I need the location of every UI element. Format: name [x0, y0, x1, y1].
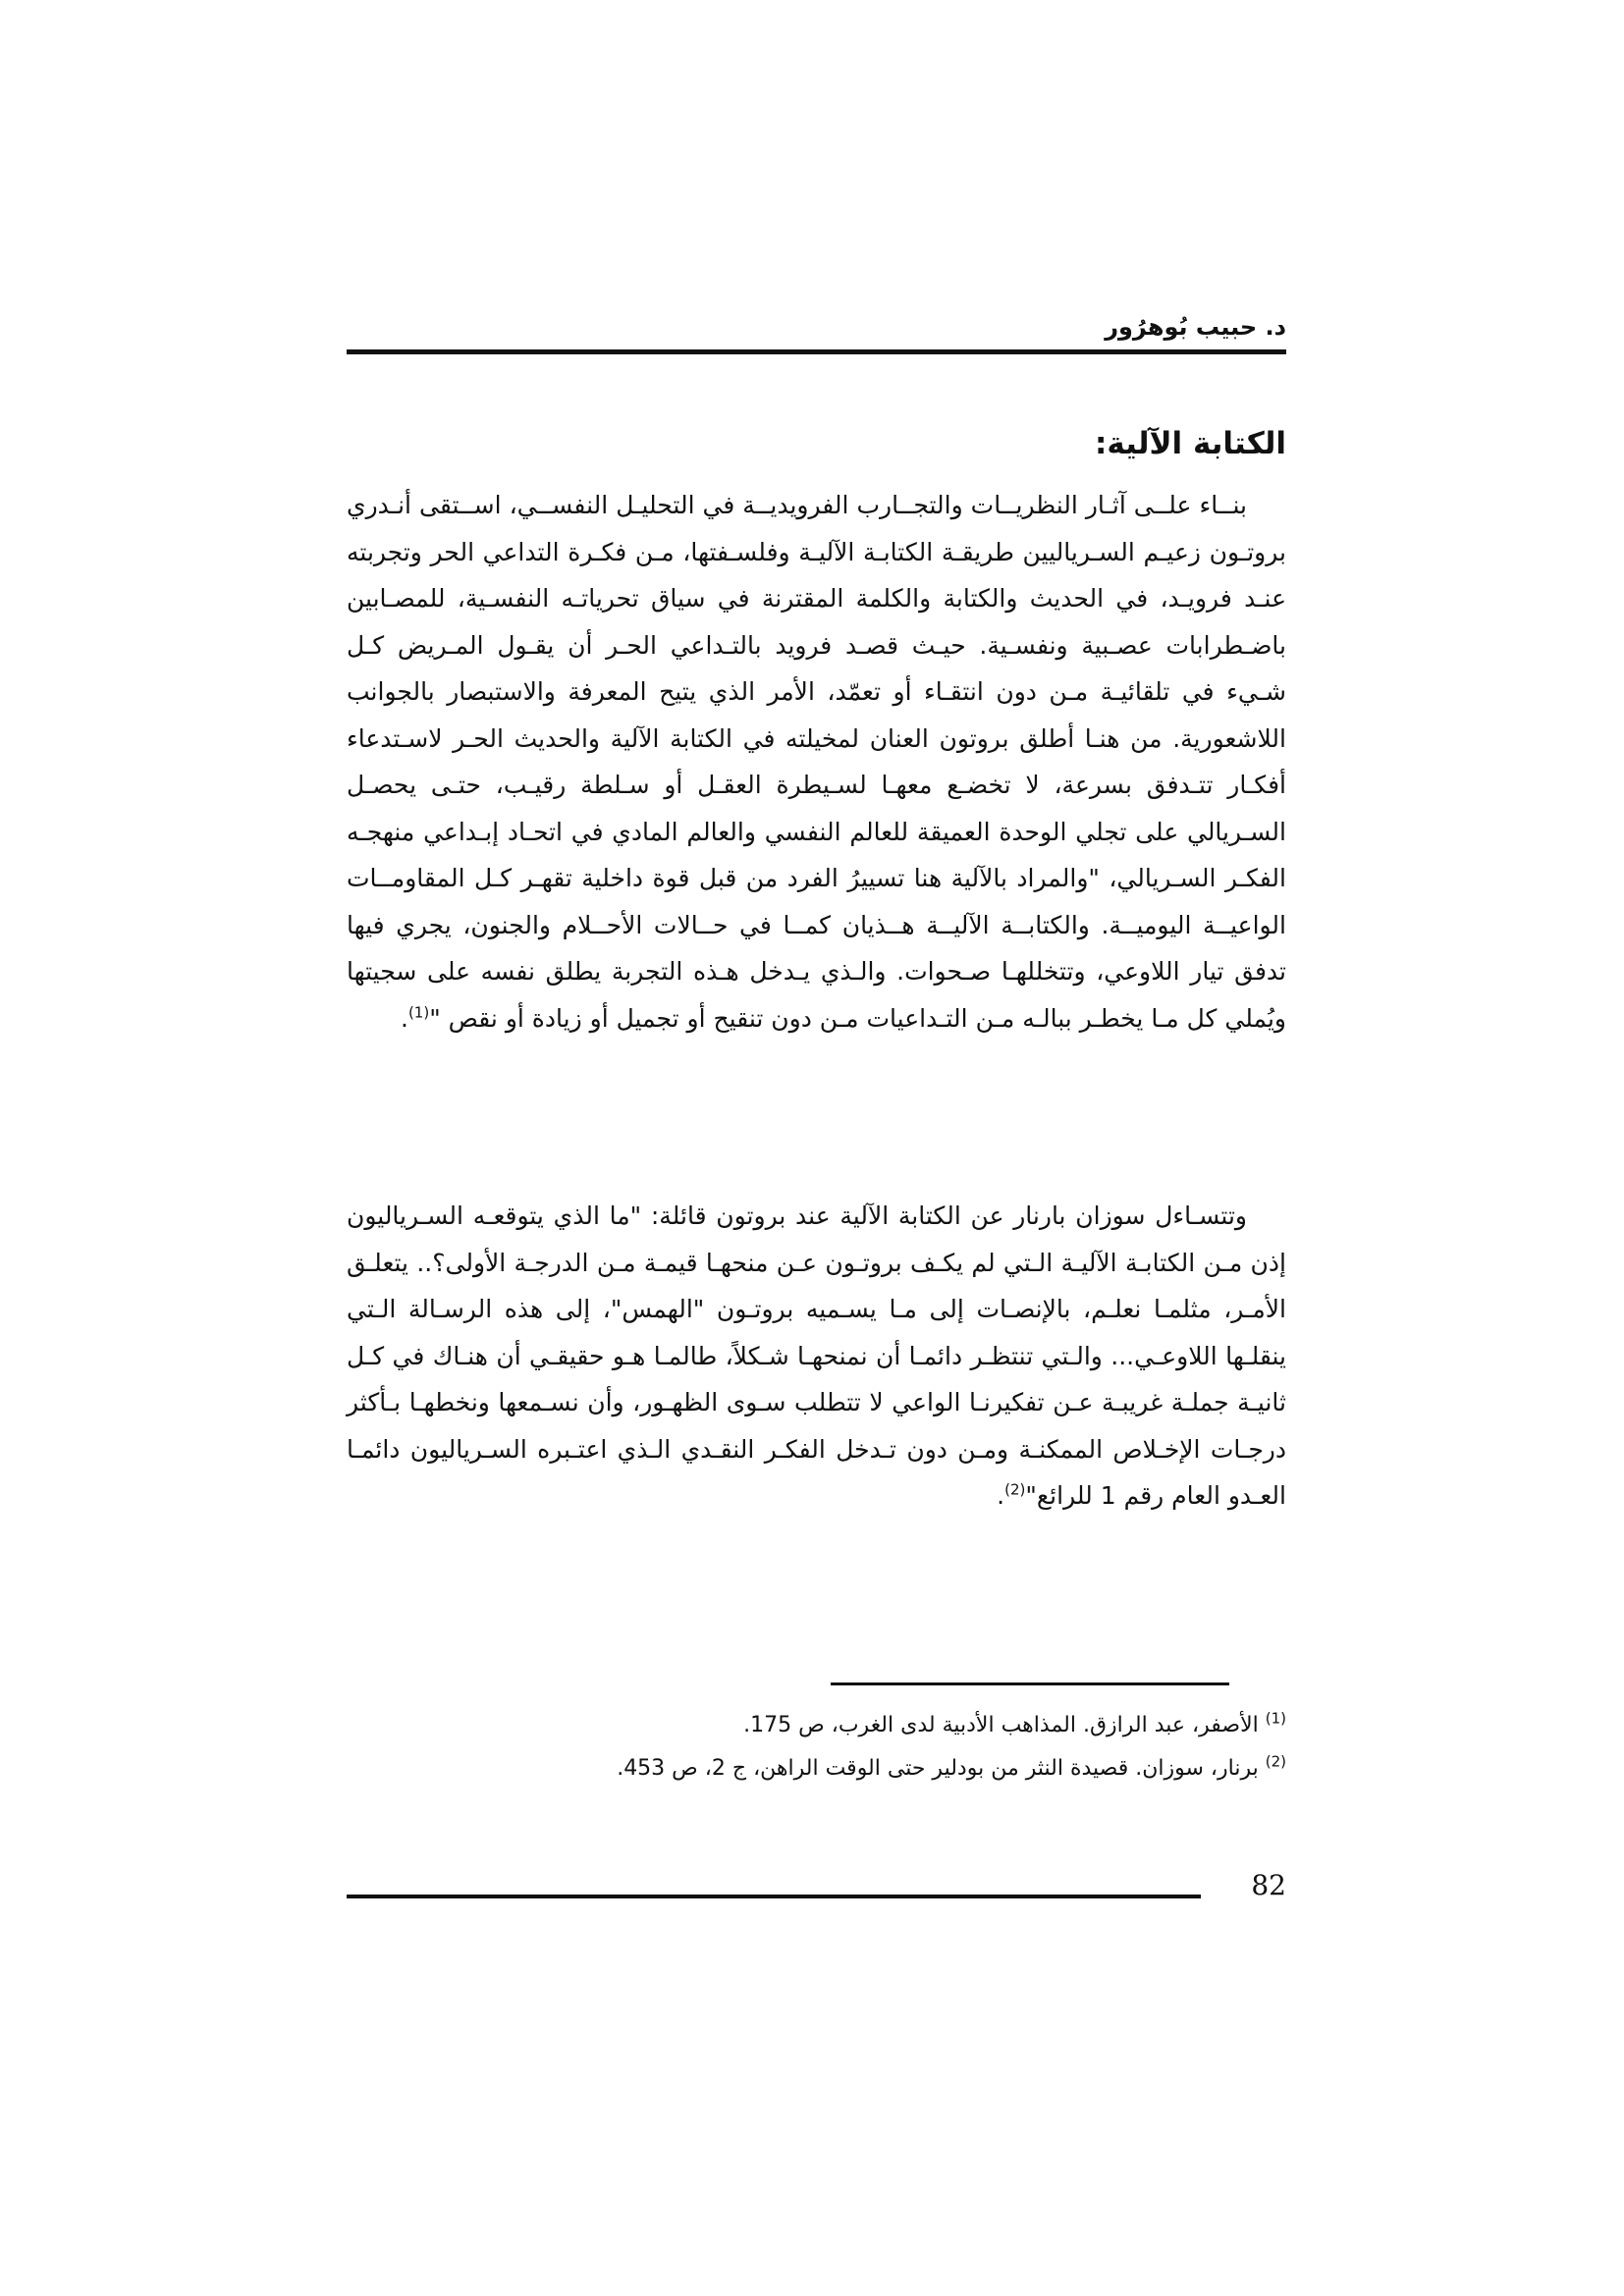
- footer-rule: [347, 1895, 1201, 1898]
- footnote-ref-1: (1): [407, 1003, 430, 1022]
- paragraph-2-text: وتتسـاءل سوزان بارنار عن الكتابة الآلية عند بروتون قائلة: "ما الذي يتوقعـه السـرياليون إذن مـن الكتابـة الآليـة الـتي لم يكـف بروتـون عـن منحهـا قيمـة مـن الدرجـة الأولى؟.. يتعلـق الأمـر، مثلمـا نعلـم، بالإنصـات إلى مـا يسـميه بروتـون "الهمس"، إلى هذه الرسـالة الـتي ينقلـها اللاوعـي... والـتي تنتظـر دائمـا أن نمنحهـا شـكلاً، طالمـا هـو حقيقـي أن هنـاك في كـل ثانيـة جملـة غريبـة عـن تفكيرنـا الواعي لا تتطلب سـوى الظهـور، وأن نسـمعها ونخطهـا بـأكثر درجـات الإخـلاص الممكنـة ومـن دون تـدخل الفكـر النقـدي الـذي اعتـبره السـرياليون دائمـا العـدو العام رقم 1 للرائع": [347, 1201, 1286, 1510]
- footnote-separator: [831, 1682, 1229, 1685]
- footnote-1-mark: (1): [1265, 1709, 1286, 1728]
- body-paragraph-1: بنــاء علــى آثـار النظريــات والتجــارب الفرويديــة في التحليـل النفســي، اســتقى أنـدري بروتـون زعيـم السـرياليين طريقـة الكتابـة الآليـة وفلسـفتها، مـن فكـرة التداعي الحر وتجربته عنـد فرويـد، في الحديث والكتابة والكلمة المقترنة في سياق تحرياتـه النفسـية، للمصـابين باضـطرابات عصـبية ونفسـية. حيـث قصـد فرويد بالتـداعي الحـر أن يقـول المـريض كـل شـيء في تلقائيـة مـن دون انتقـاء أو تعمّد، الأمر الذي يتيح المعرفة والاستبصار بالجوانب اللاشعورية. من هنـا أطلق بروتون العنان لمخيلته في الكتابة الآلية والحديث الحـر لاسـتدعاء أفكـار تتـدفق بسرعة، لا تخضـع معهـا لسـيطرة العقـل أو سـلطة رقيـب، حتـى يحصـل السـريالي على تجلي الوحدة العميقة للعالم النفسي والعالم المادي في اتحـاد إبـداعي منهجـه الفكـر السـريالي، "والمراد بالآلية هنا تسييرُ الفرد من قبل قوة داخلية تقهـر كـل المقاومــات الواعيــة اليوميــة. والكتابــة الآليــة هــذيان كمــا في حــالات الأحــلام والجنون، يجري فيها تدفق تيار اللاوعي، وتتخللهـا صـحوات. والـذي يـدخل هـذه التجربة يطلق نفسه على سجيتها ويُملي كل مـا يخطـر ببالـه مـن التـداعيات مـن دون تنقيح أو تجميل أو زيادة أو نقص "$^{(1)}$.: [347, 491, 1286, 1033]
- paragraph-1-text: بنــاء علــى آثـار النظريــات والتجــارب الفرويديــة في التحليـل النفســي، اســتقى أنـدري بروتـون زعيـم السـرياليين طريقـة الكتابـة الآليـة وفلسـفتها، مـن فكـرة التداعي الحر وتجربته عنـد فرويـد، في الحديث والكتابة والكلمة المقترنة في سياق تحرياتـه النفسـية، للمصـابين باضـطرابات عصـبية ونفسـية. حيـث قصـد فرويد بالتـداعي الحـر أن يقـول المـريض كـل شـيء في تلقائيـة مـن دون انتقـاء أو تعمّد، الأمر الذي يتيح المعرفة والاستبصار بالجوانب اللاشعورية. من هنـا أطلق بروتون العنان لمخيلته في الكتابة الآلية والحديث الحـر لاسـتدعاء أفكـار تتـدفق بسرعة، لا تخضـع معهـا لسـيطرة العقـل أو سـلطة رقيـب، حتـى يحصـل السـريالي على تجلي الوحدة العميقة للعالم النفسي والعالم المادي في اتحـاد إبـداعي منهجـه الفكـر السـريالي، "والمراد بالآلية هنا تسييرُ الفرد من قبل قوة داخلية تقهـر كـل المقاومــات الواعيــة اليوميــة. والكتابــة الآليــة هــذيان كمــا في حــالات الأحــلام والجنون، يجري فيها تدفق تيار اللاوعي، وتتخللهـا صـحوات. والـذي يـدخل هـذه التجربة يطلق نفسه على سجيتها ويُملي كل مـا يخطـر ببالـه مـن التـداعيات مـن دون تنقيح أو تجميل أو زيادة أو نقص ": [347, 491, 1286, 1033]
- footnote-2-mark: (2): [1265, 1752, 1286, 1771]
- footnote-1: [347, 1704, 1286, 1747]
- footnote-2-text: برنار، سوزان. قصيدة النثر من بودلير حتى الوقت الراهن، ج 2، ص 453.: [617, 1756, 1259, 1781]
- footnote-2: [347, 1747, 1286, 1790]
- section-title: الكتابة الآلية:: [1094, 426, 1286, 461]
- header-rule: [347, 349, 1286, 354]
- footnote-ref-2: (2): [1004, 1480, 1026, 1499]
- page-number: 82: [1251, 1869, 1286, 1901]
- footnotes: [347, 1704, 1286, 1790]
- running-head-author: د. حبيب بُوهرُور: [1105, 313, 1286, 341]
- body-paragraph-2: وتتسـاءل سوزان بارنار عن الكتابة الآلية عند بروتون قائلة: "ما الذي يتوقعـه السـرياليون إذن مـن الكتابـة الآليـة الـتي لم يكـف بروتـون عـن منحهـا قيمـة مـن الدرجـة الأولى؟.. يتعلـق الأمـر، مثلمـا نعلـم، بالإنصـات إلى مـا يسـميه بروتـون "الهمس"، إلى هذه الرسـالة الـتي ينقلـها اللاوعـي... والـتي تنتظـر دائمـا أن نمنحهـا شـكلاً، طالمـا هـو حقيقـي أن هنـاك في كـل ثانيـة جملـة غريبـة عـن تفكيرنـا الواعي لا تتطلب سـوى الظهـور، وأن نسـمعها ونخطهـا بـأكثر درجـات الإخـلاص الممكنـة ومـن دون تـدخل الفكـر النقـدي الـذي اعتـبره السـرياليون دائمـا العـدو العام رقم 1 للرائع"$^{(2)}$.: [347, 1201, 1286, 1510]
- footnote-1-text: الأصفر، عبد الرازق. المذاهب الأدبية لدى الغرب، ص 175.: [743, 1713, 1259, 1737]
